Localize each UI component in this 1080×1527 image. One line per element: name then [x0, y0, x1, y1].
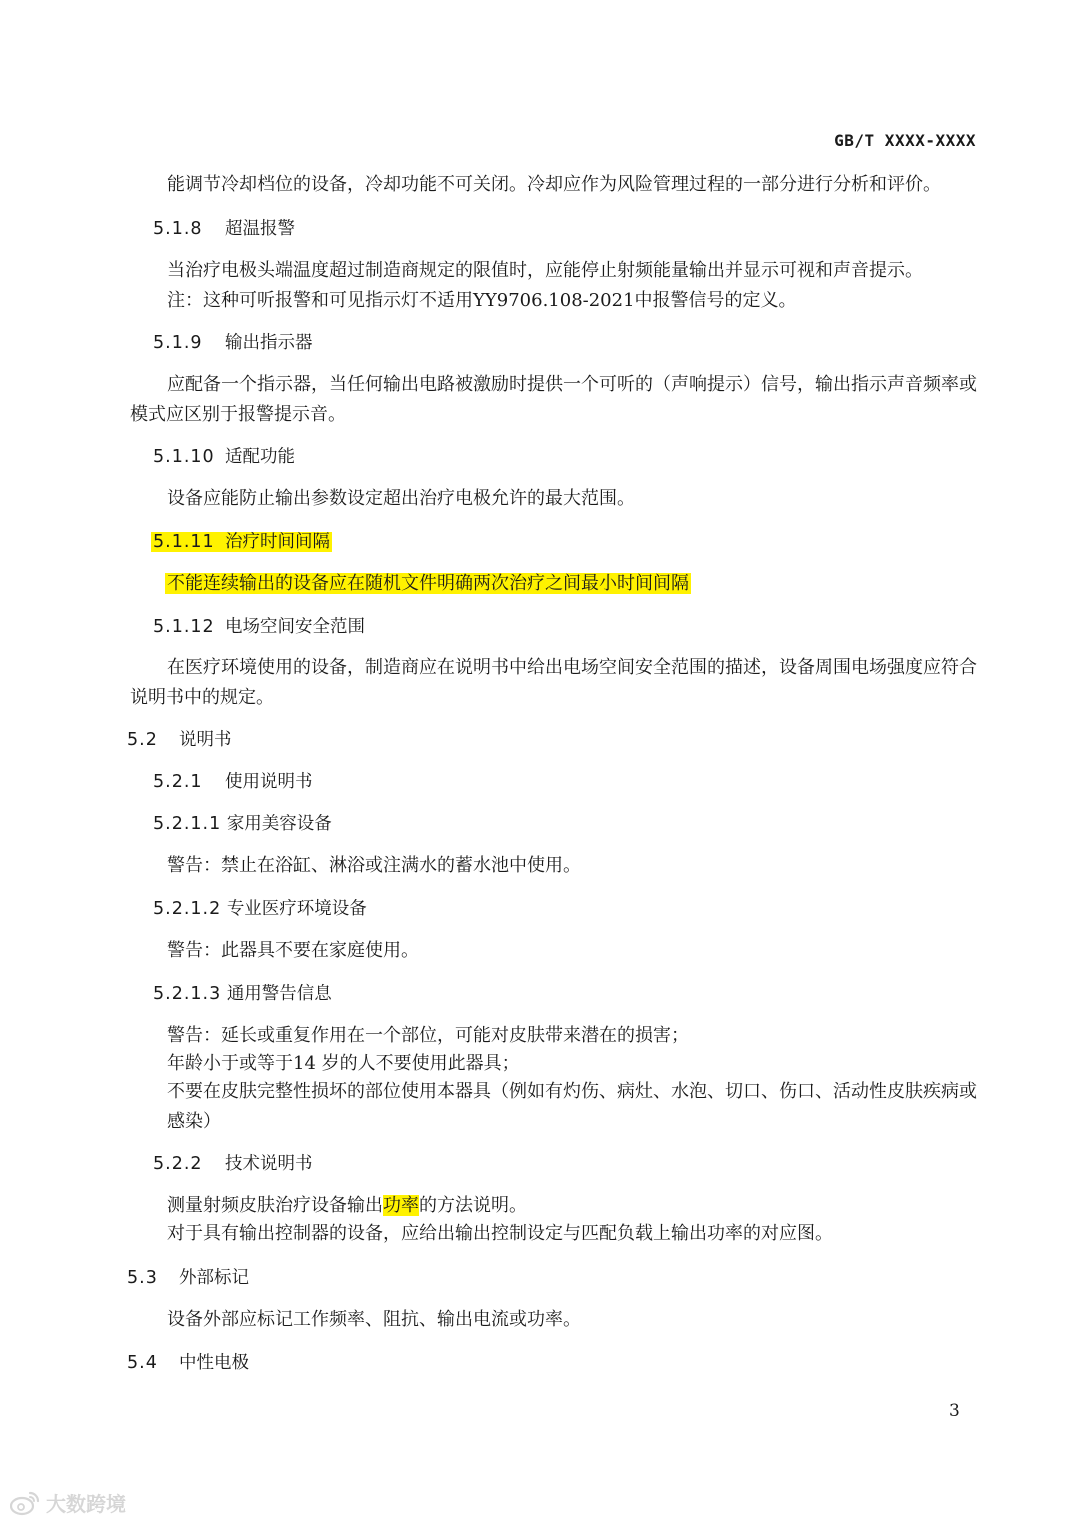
section-number: 5.2.1.2 [153, 899, 222, 919]
section-number: 5.2.1 [153, 772, 203, 792]
section-title: 超温报警 [225, 219, 295, 239]
paragraph-5-1-8-a: 当治疗电极头端温度超过制造商规定的限值时，应能停止射频能量输出并显示可视和声音提示。 [167, 260, 923, 281]
section-number: 5.2.1.1 [153, 814, 222, 834]
page-number: 3 [949, 1401, 960, 1421]
section-number: 5.4 [127, 1353, 158, 1373]
section-heading-5-2-1-2 [153, 894, 367, 924]
highlighted-word: 功率 [383, 1195, 419, 1216]
section-heading-5-1-10 [153, 442, 295, 472]
paragraph-5-2-1-3-c: 不要在皮肤完整性损坏的部位使用本器具（例如有灼伤、病灶、水泡、切口、伤口、活动性皮肤疾病或感染） [167, 1081, 977, 1132]
section-number: 5.2.2 [153, 1154, 203, 1174]
section-title: 家用美容设备 [226, 814, 332, 834]
paragraph-5-2-1-3-b: 年龄小于或等于14 岁的人不要使用此器具； [167, 1053, 520, 1074]
section-number: 5.1.10 [153, 447, 215, 467]
section-heading-5-2 [127, 725, 232, 755]
text-run: 测量射频皮肤治疗设备输出 [167, 1195, 383, 1216]
section-number: 5.1.11 [153, 532, 215, 552]
section-title: 技术说明书 [225, 1154, 313, 1174]
paragraph-5-2-1-2: 警告：此器具不要在家庭使用。 [167, 940, 419, 961]
section-heading-5-1-9 [153, 328, 313, 358]
paragraph-5-1-8-note: 注：这种可听报警和可见指示灯不适用YY9706.108-2021中报警信号的定义。 [167, 290, 797, 311]
highlighted-text: 不能连续输出的设备应在随机文件明确两次治疗之间最小时间间隔 [167, 573, 689, 594]
paragraph-5-1-11 [167, 569, 980, 599]
section-number: 5.3 [127, 1268, 158, 1288]
section-title: 适配功能 [225, 447, 295, 467]
section-title: 治疗时间间隔 [225, 532, 330, 552]
section-heading-5-2-2 [153, 1149, 313, 1179]
section-number: 5.1.9 [153, 333, 203, 353]
watermark [10, 1488, 126, 1517]
paragraph-5-2-1-1: 警告：禁止在浴缸、淋浴或注满水的蓄水池中使用。 [167, 855, 581, 876]
weibo-logo-icon [10, 1490, 40, 1516]
document-code: GB/T XXXX-XXXX [834, 131, 976, 150]
section-number: 5.2 [127, 730, 158, 750]
section-title: 使用说明书 [225, 772, 313, 792]
text-run: 的方法说明。 [419, 1195, 527, 1216]
section-heading-5-1-12 [153, 612, 365, 642]
paragraph-5-2-2-b: 对于具有输出控制器的设备，应给出输出控制设定与匹配负载上输出功率的对应图。 [167, 1223, 833, 1244]
section-title: 外部标记 [179, 1268, 249, 1288]
paragraph-5-1-10: 设备应能防止输出参数设定超出治疗电极允许的最大范围。 [167, 488, 635, 509]
paragraph-cooling: 能调节冷却档位的设备，冷却功能不可关闭。冷却应作为风险管理过程的一部分进行分析和评价。 [167, 174, 941, 195]
section-title: 专业医疗环境设备 [226, 899, 367, 919]
section-number: 5.1.12 [153, 617, 215, 637]
section-title: 通用警告信息 [226, 984, 332, 1004]
section-number: 5.2.1.3 [153, 984, 222, 1004]
section-heading-5-2-1-3 [153, 979, 332, 1009]
paragraph-5-2-1-3-a: 警告：延长或重复作用在一个部位，可能对皮肤带来潜在的损害； [167, 1025, 689, 1046]
section-title: 输出指示器 [225, 333, 313, 353]
paragraph-5-2-2-a [167, 1191, 980, 1221]
section-title: 中性电极 [179, 1353, 249, 1373]
watermark-text: 大数跨境 [46, 1492, 126, 1516]
paragraph-5-1-12: 在医疗环境使用的设备，制造商应在说明书中给出电场空间安全范围的描述，设备周围电场强度应符合说明书中的规定。 [130, 657, 977, 708]
section-title: 电场空间安全范围 [225, 617, 365, 637]
section-title: 说明书 [179, 730, 232, 750]
section-number: 5.1.8 [153, 219, 203, 239]
section-heading-5-3 [127, 1263, 249, 1293]
paragraph-5-1-9: 应配备一个指示器，当任何输出电路被激励时提供一个可听的（声响提示）信号，输出指示声音频率或模式应区别于报警提示音。 [130, 374, 977, 425]
highlight-mark [151, 532, 332, 552]
paragraph-5-3: 设备外部应标记工作频率、阻抗、输出电流或功率。 [167, 1309, 581, 1330]
section-heading-5-2-1 [153, 767, 313, 797]
section-heading-5-4 [127, 1348, 249, 1378]
section-heading-5-1-8 [153, 214, 295, 244]
section-heading-5-2-1-1 [153, 809, 332, 839]
section-heading-5-1-11 [153, 527, 332, 557]
